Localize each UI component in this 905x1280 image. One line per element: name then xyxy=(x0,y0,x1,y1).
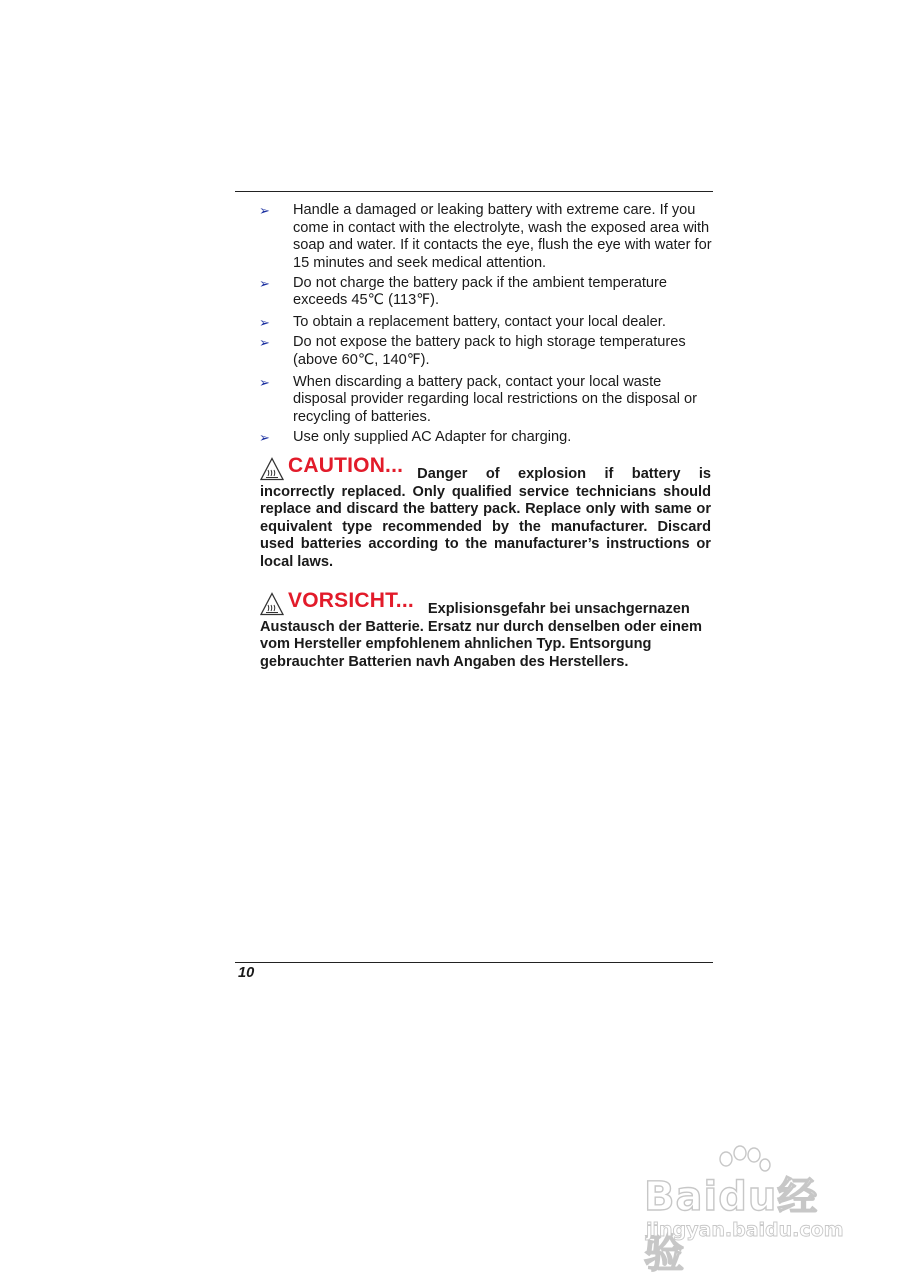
arrow-bullet-icon: ➢ xyxy=(259,275,270,291)
caution-text: Danger of explosion if battery is incorrectly replaced. Only qualified service technicians should replace and discard the battery pack. Replace only with same or equivalent type recommended by the xyxy=(260,466,711,535)
header-divider xyxy=(235,191,713,192)
baidu-jingyan-watermark xyxy=(640,1145,852,1277)
list-item-text: Use only supplied AC Adapter for charging. xyxy=(293,428,572,445)
hot-surface-warning-icon xyxy=(260,457,284,481)
caution-text-tail: manufacturer. Discard used batteries according to the manufacturer’s instructions or local laws. xyxy=(260,518,711,570)
list-item xyxy=(259,374,713,427)
list-item-text: Handle a damaged or leaking battery with extreme care. If you come in contact with the electrolyte, wash the exposed area with soap and water. If it contacts the eye, flush the eye with water for 15 minutes and seek medical attention. xyxy=(293,202,712,271)
list-item xyxy=(259,314,713,332)
arrow-bullet-icon: ➢ xyxy=(259,335,270,351)
vorsicht-text: Explisionsgefahr bei unsachgernazen Austausch der Batterie. Ersatz nur durch denselben oder einem vom Hersteller empfohlenem ahnlichen Typ. Entsorgung gebrauchter Batterien navh Angaben des Herstellers. xyxy=(260,601,702,670)
battery-safety-list xyxy=(259,202,713,449)
list-item-text: To obtain a replacement battery, contact your local dealer. xyxy=(293,314,666,331)
list-item xyxy=(259,334,713,369)
vorsicht-notice xyxy=(260,589,711,671)
footer-divider xyxy=(235,962,713,963)
caution-notice xyxy=(260,454,711,571)
vorsicht-label: VORSICHT... xyxy=(288,589,414,612)
list-item xyxy=(259,429,713,447)
caution-label: CAUTION... xyxy=(288,454,404,477)
caution-heading xyxy=(260,454,404,484)
page-number: 10 xyxy=(238,965,255,981)
list-item-text: Do not charge the battery pack if the ambient temperature exceeds 45℃ (113℉). xyxy=(293,274,667,309)
watermark-brand: Baidu经验 xyxy=(644,1174,819,1277)
arrow-bullet-icon: ➢ xyxy=(259,374,270,390)
list-item xyxy=(259,202,713,272)
vorsicht-heading xyxy=(260,589,414,619)
list-item xyxy=(259,275,713,310)
list-item-text: When discarding a battery pack, contact your local waste disposal provider regarding local restrictions on the disposal or recycling of batteries. xyxy=(293,373,697,425)
arrow-bullet-icon: ➢ xyxy=(259,429,270,445)
list-item-text: Do not expose the battery pack to high storage temperatures (above 60℃, 140℉). xyxy=(293,334,686,368)
watermark-url: jingyan.baidu.com xyxy=(646,1219,844,1241)
hot-surface-warning-icon xyxy=(260,592,284,616)
arrow-bullet-icon: ➢ xyxy=(259,315,270,331)
arrow-bullet-icon: ➢ xyxy=(259,203,270,218)
